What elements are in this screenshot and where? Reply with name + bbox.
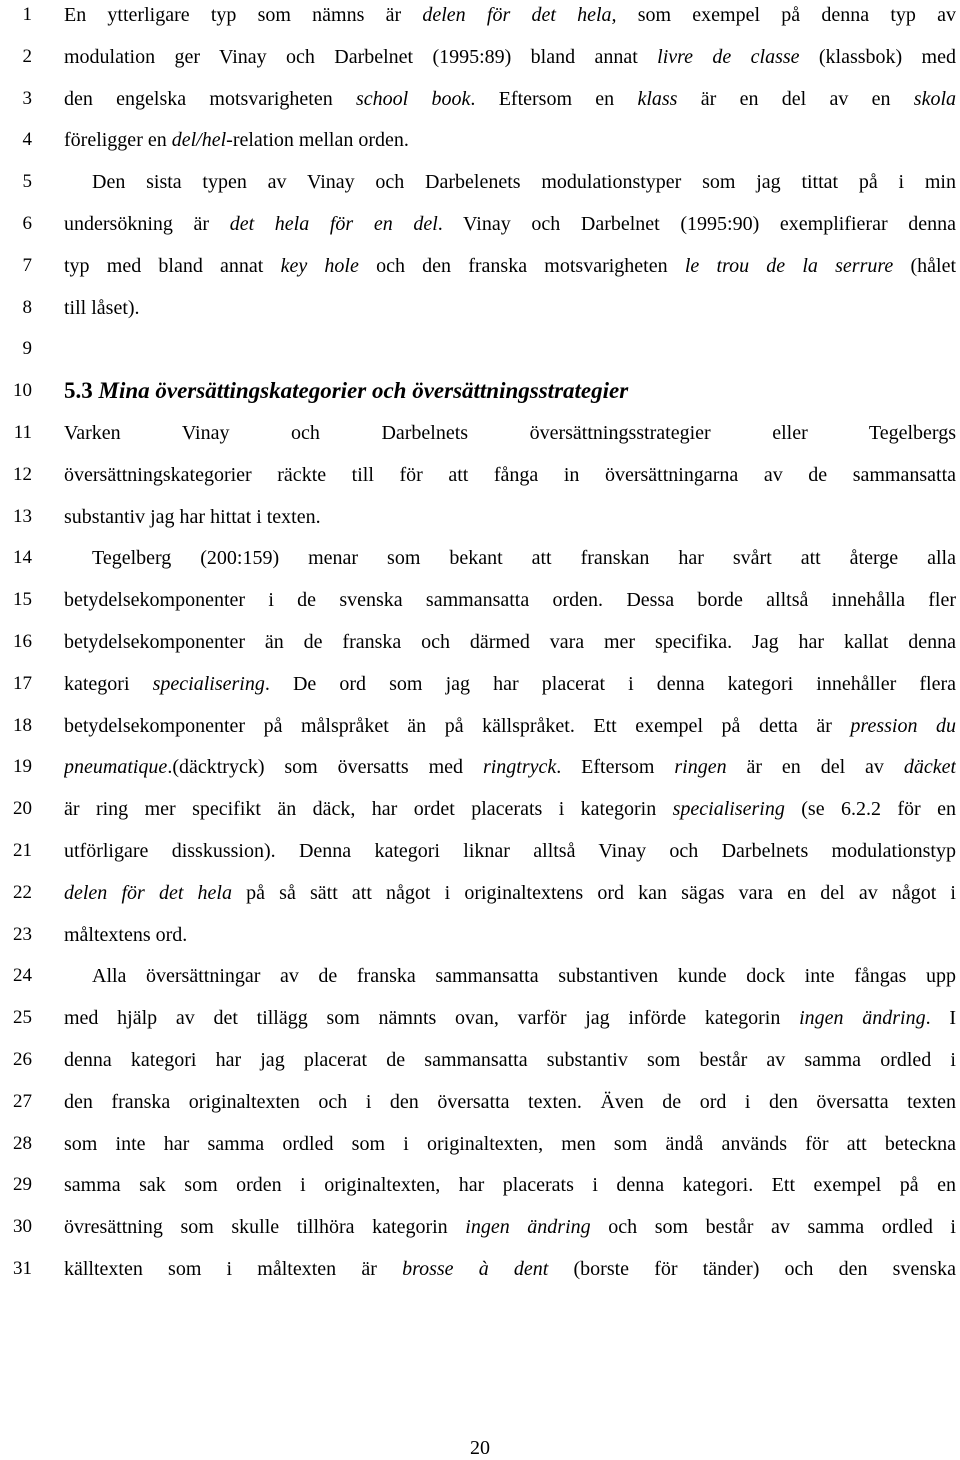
italic-term: del/hel [171,129,227,152]
line-text [64,460,956,490]
line-text [64,669,956,699]
line-number: 30 [13,1216,32,1238]
line-text [64,0,956,30]
text-line [0,84,960,114]
text-line [0,334,960,364]
text-segment: (hålet [893,254,956,277]
text-segment: . Eftersom [556,756,675,779]
line-number: 13 [13,505,32,527]
line-number: 17 [13,672,32,694]
line-number: 6 [22,213,32,234]
italic-term: ingen ändring [799,1007,926,1030]
line-number: 12 [13,463,32,485]
line-text [64,84,956,114]
line-number: 20 [13,798,32,820]
text-segment: denna kategori har jag placerat de sammansatta substantiv som består av samma ordled i [64,1049,956,1071]
text-segment: . I [925,1007,956,1030]
italic-term: pneumatique [64,756,168,779]
line-number: 19 [13,756,32,778]
line-number: 22 [13,881,32,903]
line-number: 31 [13,1258,32,1279]
text-line [0,293,960,323]
line-number: 26 [13,1049,32,1070]
text-line [0,376,960,406]
line-number: 18 [13,714,32,736]
text-line [0,125,960,155]
text-segment: En ytterligare typ som nämns är [64,4,423,26]
text-line [0,42,960,72]
text-line [0,669,960,699]
text-line [0,1003,960,1033]
text-segment: den franska originaltexten och i den översatta texten. Även de ord i den översatta texten [64,1090,956,1113]
text-segment: substantiv jag har hittat i texten. [64,505,321,528]
text-segment: (klassbok) med [799,45,956,68]
text-segment: som exempel på denna typ av [616,4,956,26]
line-number: 21 [13,840,32,861]
text-line [0,209,960,239]
line-number: 28 [13,1132,32,1154]
line-text [64,1045,956,1075]
text-line [0,1170,960,1200]
section-title: Mina översättingskategorier och översättningsstrategier [92,378,629,404]
line-number: 7 [22,254,32,276]
italic-term: delen för det hela [64,881,232,904]
text-segment: . De ord som jag har placerat i denna kategori innehåller flera [264,672,956,695]
line-text [64,1087,956,1117]
line-number: 1 [22,4,32,25]
text-segment: till låset). [64,296,140,319]
text-line [0,1129,960,1159]
text-segment: kategori [64,672,153,695]
italic-term: livre de classe [657,45,800,68]
line-text [64,209,956,239]
text-line [0,711,960,741]
line-number: 15 [13,589,32,611]
text-line [0,502,960,532]
italic-term: delen för det hela, [422,4,617,26]
line-text [92,961,956,991]
text-line [0,585,960,615]
italic-term: ringen [674,756,727,779]
italic-term: specialisering [152,672,265,695]
line-text [64,627,956,657]
text-line [0,1045,960,1075]
line-number: 25 [13,1007,32,1029]
line-number: 27 [13,1090,32,1112]
text-segment: (se 6.2.2 för en [784,798,956,821]
line-number: 2 [22,45,32,67]
text-segment: . Eftersom en [470,87,638,110]
text-segment: utförligare disskussion). Denna kategori liknar alltså Vinay och Darbelnets modulationstyp [64,840,956,862]
text-segment: på så sätt att något i originaltextens ord kan sägas vara en del av något i [231,881,956,904]
text-segment: .(däcktryck) som översatts med [167,756,483,779]
text-segment: och den franska motsvarigheten [358,254,685,277]
text-segment: den engelska motsvarigheten [64,87,357,110]
text-segment: Den sista typen av Vinay och Darbelenets modulationstyper som jag tittat på i min [92,171,956,194]
text-line [0,836,960,866]
italic-term: pression du [850,714,956,737]
text-line [0,418,960,448]
page-number: 20 [470,1437,490,1459]
line-text [64,293,956,323]
italic-term: skola [913,87,956,110]
line-text [64,1212,956,1242]
line-text [64,585,956,615]
text-segment: . Vinay och Darbelnet (1995:90) exemplifierar denna [437,213,956,235]
line-number: 3 [22,87,32,109]
text-segment: -relation mellan orden. [226,129,409,152]
text-segment: är en del av en [677,87,914,110]
text-line [0,961,960,991]
section-heading [64,376,956,406]
line-number: 24 [13,965,32,987]
text-line [0,167,960,197]
text-segment: Tegelberg (200:159) menar som bekant att franskan har svårt att återge alla [92,547,956,570]
line-number: 8 [22,296,32,318]
text-segment: övresättning som skulle tillhöra kategorin [64,1216,466,1239]
text-segment: är en del av [726,756,904,779]
text-segment: (borste för tänder) och den svenska [548,1258,956,1280]
line-text [64,418,956,448]
line-text [92,167,956,197]
line-number: 4 [22,129,32,151]
text-line [0,878,960,908]
text-segment: betydelsekomponenter på målspråket än på källspråket. Ett exempel på detta är [64,714,851,737]
line-number: 5 [22,171,32,193]
text-line [0,1212,960,1242]
line-text [64,502,956,532]
italic-term: specialisering [672,798,785,821]
line-text [64,711,956,741]
text-line [0,460,960,490]
text-line [0,627,960,657]
line-number: 11 [13,422,32,443]
line-text [92,543,956,573]
text-line [0,920,960,950]
italic-term: det hela för en del [229,213,438,235]
text-line [0,543,960,573]
line-number: 14 [13,547,32,569]
text-segment: betydelsekomponenter i de svenska sammansatta orden. Dessa borde alltså innehålla fler [64,589,956,612]
line-text [64,1170,956,1200]
text-segment: som inte har samma ordled som i originaltexten, men som ändå används för att beteckna [64,1132,956,1155]
text-line [0,0,960,30]
italic-term: klass [637,87,678,110]
text-segment: betydelsekomponenter än de franska och därmed vara mer specifika. Jag har kallat denna [64,631,956,653]
line-text [64,251,956,281]
text-line [0,752,960,782]
italic-term: ringtryck [482,756,557,779]
italic-term: däcket [903,756,956,779]
text-segment: med hjälp av det tillägg som nämnts ovan, varför jag införde kategorin [64,1007,800,1030]
line-number: 16 [13,631,32,652]
line-text [64,1254,956,1284]
section-number: 5.3 [64,378,93,404]
text-segment: samma sak som orden i originaltexten, har placerats i denna kategori. Ett exempel på en [64,1174,956,1197]
line-text [64,794,956,824]
line-number: 29 [13,1174,32,1196]
line-text [64,1003,956,1033]
italic-term: ingen ändring [465,1216,591,1239]
line-text [64,125,956,155]
text-segment: undersökning är [64,213,230,235]
text-segment: är ring mer specifikt än däck, har ordet placerats i kategorin [64,798,673,821]
line-text [64,836,956,866]
text-segment: typ med bland annat [64,254,281,277]
text-segment: källtexten som i måltexten är [64,1258,403,1280]
text-segment: måltextens ord. [64,923,188,946]
text-segment: föreligger en [64,129,172,152]
italic-term: le trou de la serrure [684,254,894,277]
text-line [0,1254,960,1284]
italic-term: brosse à dent [402,1258,549,1280]
text-segment: Alla översättningar av de franska sammansatta substantiven kunde dock inte fångas upp [92,965,956,988]
line-text [64,1129,956,1159]
text-line [0,1087,960,1117]
text-segment: översättningskategorier räckte till för att fånga in översättningarna av de sammansatta [64,463,956,486]
line-number: 23 [13,923,32,945]
text-segment: och som består av samma ordled i [590,1216,956,1239]
line-text [64,42,956,72]
line-text [64,752,956,782]
text-line [0,251,960,281]
text-line [0,794,960,824]
italic-term: key hole [280,254,359,277]
italic-term: school book [356,87,471,110]
line-number: 10 [13,380,32,402]
text-segment: modulation ger Vinay och Darbelnet (1995:89) bland annat [64,45,658,68]
line-text [64,878,956,908]
line-text [64,920,956,950]
line-number: 9 [22,338,32,360]
text-segment: Varken Vinay och Darbelnets översättningsstrategier eller Tegelbergs [64,422,956,444]
